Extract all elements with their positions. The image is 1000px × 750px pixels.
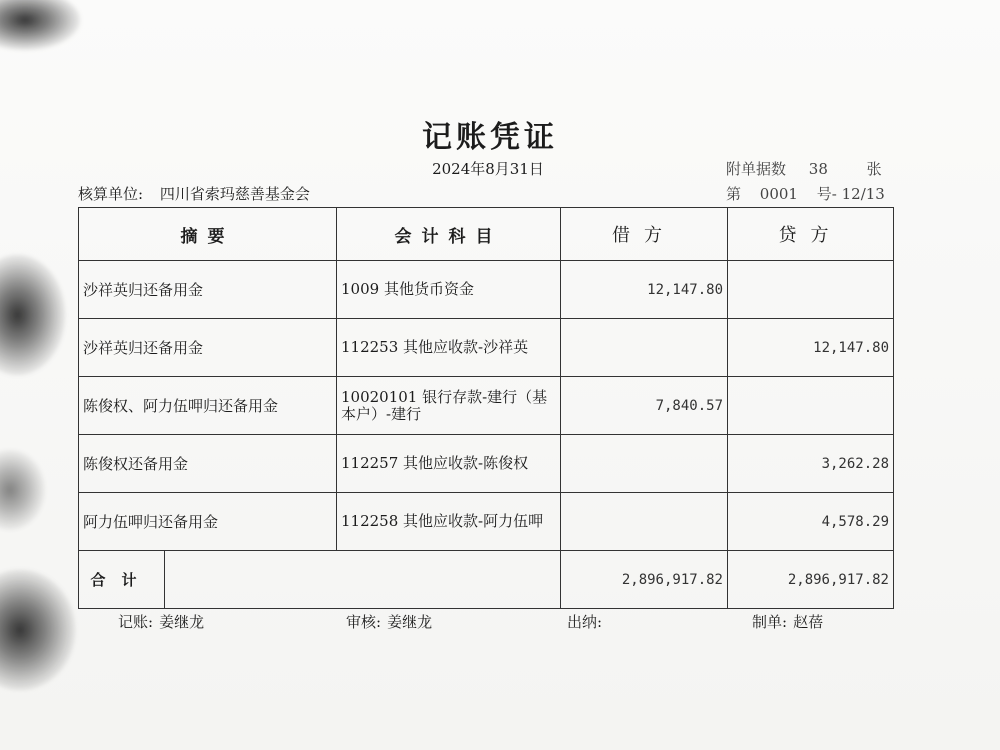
total-row xyxy=(79,551,894,609)
row-account: 112258 其他应收款-阿力伍呷 xyxy=(337,493,561,551)
row-credit xyxy=(728,377,894,435)
row-summary: 沙祥英归还备用金 xyxy=(79,319,337,377)
attachment-unit: 张 xyxy=(866,160,882,178)
row-debit xyxy=(561,493,728,551)
voucher-date: 2024年8月31日 xyxy=(432,160,544,178)
preparer-name: 赵蓓 xyxy=(793,613,824,631)
attachment-number: 38 xyxy=(808,160,828,178)
total-label: 合计 xyxy=(79,551,165,609)
total-blank xyxy=(165,551,561,609)
row-account: 10020101 银行存款-建行（基本户）-建行 xyxy=(337,377,561,435)
row-debit: 12,147.80 xyxy=(561,261,728,319)
reviewer-signature xyxy=(346,611,432,632)
row-account: 112257 其他应收款-陈俊权 xyxy=(337,435,561,493)
voucher-number-suffix: 号- xyxy=(816,185,837,203)
bookkeeper-signature xyxy=(118,611,204,632)
row-credit: 3,262.28 xyxy=(728,435,894,493)
reviewer-label: 审核: xyxy=(346,613,382,631)
accounting-unit xyxy=(78,183,310,204)
scan-smudge xyxy=(0,570,75,690)
voucher-page: 12/13 xyxy=(841,185,885,203)
header-account: 会计科目 xyxy=(337,208,561,261)
row-debit xyxy=(561,319,728,377)
row-credit: 4,578.29 xyxy=(728,493,894,551)
header-summary: 摘要 xyxy=(79,208,337,261)
row-summary: 陈俊权还备用金 xyxy=(79,435,337,493)
row-debit: 7,840.57 xyxy=(561,377,728,435)
bookkeeper-name: 姜继龙 xyxy=(159,613,205,631)
accounting-unit-name: 四川省索玛慈善基金会 xyxy=(159,185,310,203)
scan-smudge xyxy=(0,450,45,530)
scan-smudge xyxy=(0,0,80,50)
table-header-row xyxy=(79,208,894,261)
row-summary: 阿力伍呷归还备用金 xyxy=(79,493,337,551)
row-credit: 12,147.80 xyxy=(728,319,894,377)
header-credit: 贷方 xyxy=(728,208,894,261)
row-credit xyxy=(728,261,894,319)
reviewer-name: 姜继龙 xyxy=(387,613,433,631)
row-account: 1009 其他货币资金 xyxy=(337,261,561,319)
voucher-title: 记账凭证 xyxy=(422,120,558,155)
table-row xyxy=(79,435,894,493)
total-credit: 2,896,917.82 xyxy=(728,551,894,609)
preparer-signature xyxy=(752,611,823,632)
table-row xyxy=(79,261,894,319)
cashier-signature xyxy=(567,611,608,632)
row-summary: 陈俊权、阿力伍呷归还备用金 xyxy=(79,377,337,435)
scan-smudge xyxy=(0,255,65,375)
table-row xyxy=(79,319,894,377)
cashier-label: 出纳: xyxy=(567,613,603,631)
attachment-count xyxy=(726,158,882,179)
table-row xyxy=(79,377,894,435)
attachment-label: 附单据数 xyxy=(726,160,787,178)
voucher-number xyxy=(726,183,885,204)
row-account: 112253 其他应收款-沙祥英 xyxy=(337,319,561,377)
row-summary: 沙祥英归还备用金 xyxy=(79,261,337,319)
row-debit xyxy=(561,435,728,493)
total-debit: 2,896,917.82 xyxy=(561,551,728,609)
voucher-table xyxy=(78,207,894,609)
voucher-number-prefix: 第 xyxy=(726,185,742,203)
bookkeeper-label: 记账: xyxy=(118,613,154,631)
table-row xyxy=(79,493,894,551)
header-debit: 借方 xyxy=(561,208,728,261)
accounting-unit-label: 核算单位: xyxy=(78,185,144,203)
preparer-label: 制单: xyxy=(752,613,788,631)
voucher-number-value: 0001 xyxy=(759,185,798,203)
